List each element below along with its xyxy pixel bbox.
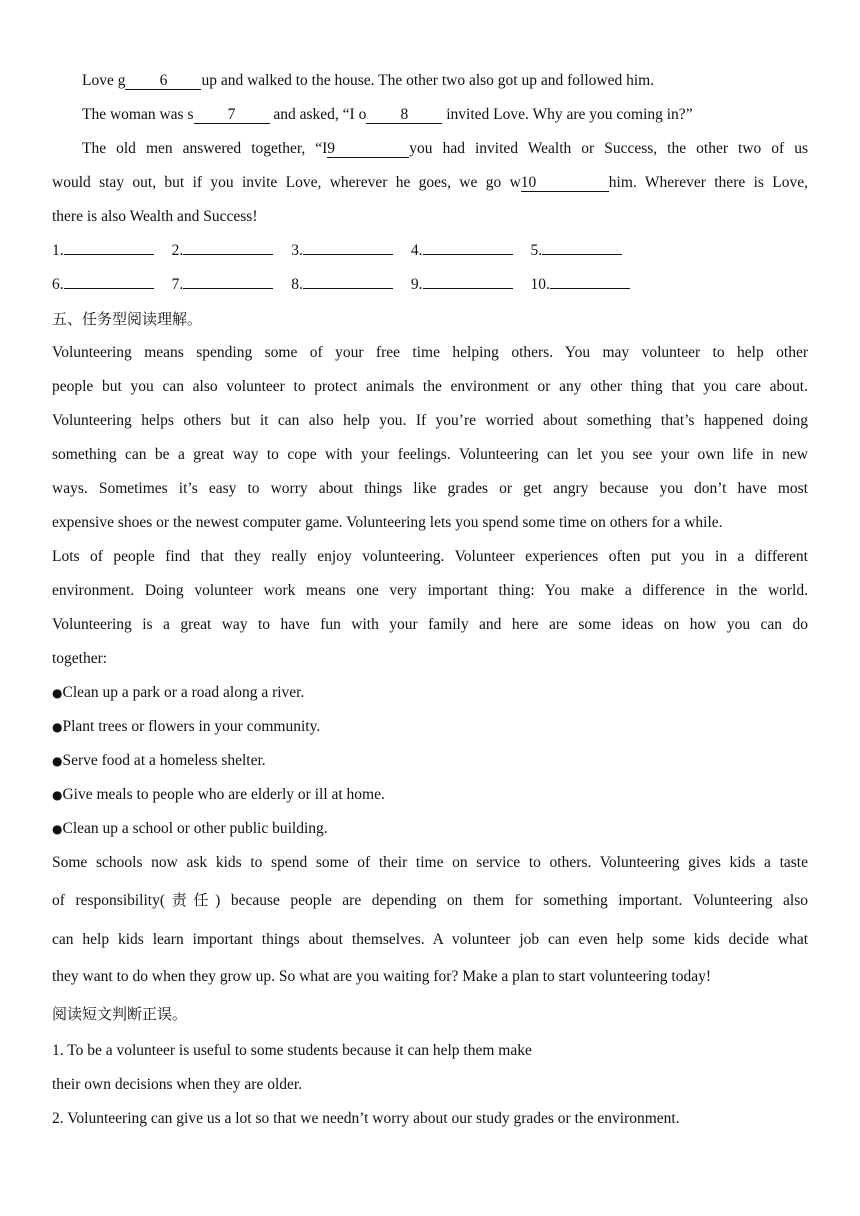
story-text: and asked, “I o bbox=[269, 106, 367, 123]
answer-line[interactable] bbox=[423, 272, 513, 289]
story-text: up and walked to the house. The other two also got up and followed him. bbox=[201, 72, 655, 89]
answer-slot[interactable]: 6. bbox=[52, 268, 154, 302]
bullet-icon: ● bbox=[52, 788, 63, 802]
story-text: The old men answered together, “I bbox=[82, 140, 328, 157]
passage-line: can help kids learn important things about themselves. A volunteer job can even help some kids decide what bbox=[52, 931, 808, 948]
answer-line[interactable] bbox=[550, 272, 630, 289]
bullet-icon: ● bbox=[52, 720, 63, 734]
answer-row-1 bbox=[52, 234, 808, 268]
bullet-icon: ● bbox=[52, 754, 63, 768]
statement-1-cont: their own decisions when they are older. bbox=[52, 1076, 303, 1093]
passage-line: together: bbox=[52, 650, 108, 667]
passage-line: they want to do when they grow up. So what are you waiting for? Make a plan to start volunteering today! bbox=[52, 968, 712, 985]
answer-slot[interactable]: 5. bbox=[531, 234, 623, 268]
worksheet-page bbox=[52, 64, 808, 1136]
answer-row-2 bbox=[52, 268, 808, 302]
passage-line: Volunteering is a great way to have fun with your family and here are some ideas on how you can do bbox=[52, 616, 808, 633]
task-heading: 阅读短文判断正误。 bbox=[52, 1005, 188, 1023]
answer-slot[interactable]: 9. bbox=[411, 268, 513, 302]
bullet-icon: ● bbox=[52, 686, 63, 700]
idea-list-item: ●Clean up a park or a road along a river. bbox=[52, 684, 305, 701]
passage-line: of responsibility(责任) because people are depending on them for something important. Volunteering also bbox=[52, 891, 809, 909]
passage-line: expensive shoes or the newest computer game. Volunteering lets you spend some time on others for a while. bbox=[52, 514, 723, 531]
story-text: The woman was s bbox=[82, 106, 194, 123]
passage-line: ways. Sometimes it’s easy to worry about things like grades or get angry because you don’t have most bbox=[52, 480, 808, 497]
answer-line[interactable] bbox=[64, 272, 154, 289]
answer-slot[interactable]: 2. bbox=[172, 234, 274, 268]
idea-list-item: ●Serve food at a homeless shelter. bbox=[52, 752, 266, 769]
story-line-7-8 bbox=[52, 98, 808, 132]
answer-line[interactable] bbox=[303, 238, 393, 255]
section-heading: 五、任务型阅读理解。 bbox=[52, 310, 203, 328]
passage-line: people but you can also volunteer to protect animals the environment or any other thing that you care about. bbox=[52, 378, 808, 395]
answer-slot[interactable]: 3. bbox=[291, 234, 393, 268]
idea-list-item: ●Give meals to people who are elderly or ill at home. bbox=[52, 786, 385, 803]
answer-line[interactable] bbox=[542, 238, 622, 255]
passage-line: something can be a great way to cope with your feelings. Volunteering can let you see your own life in new bbox=[52, 446, 808, 463]
passage-line: Volunteering means spending some of your free time helping others. You may volunteer to help other bbox=[52, 344, 808, 361]
passage-line: Volunteering helps others but it can also help you. If you’re worried about something that’s happened doing bbox=[52, 412, 808, 429]
idea-list-item: ●Clean up a school or other public building. bbox=[52, 820, 328, 837]
passage-line: environment. Doing volunteer work means one very important thing: You make a difference in the world. bbox=[52, 582, 808, 599]
blank-8[interactable]: 8 bbox=[366, 106, 442, 124]
story-line-9 bbox=[52, 132, 808, 166]
answer-slot[interactable]: 7. bbox=[172, 268, 274, 302]
answer-line[interactable] bbox=[423, 238, 513, 255]
statement-2: 2. Volunteering can give us a lot so that we needn’t worry about our study grades or the environment. bbox=[52, 1110, 680, 1127]
answer-line[interactable] bbox=[183, 238, 273, 255]
answer-line[interactable] bbox=[64, 238, 154, 255]
blank-9[interactable]: 9 bbox=[327, 140, 409, 158]
bullet-icon: ● bbox=[52, 822, 63, 836]
idea-list-item: ●Plant trees or flowers in your community. bbox=[52, 718, 321, 735]
answer-slot[interactable]: 4. bbox=[411, 234, 513, 268]
story-text: would stay out, but if you invite Love, wherever he goes, we go w bbox=[52, 174, 521, 191]
blank-10[interactable]: 10 bbox=[521, 174, 609, 192]
answer-line[interactable] bbox=[183, 272, 273, 289]
statement-1: 1. To be a volunteer is useful to some students because it can help them make bbox=[52, 1042, 532, 1059]
story-text: you had invited Wealth or Success, the other two of us bbox=[409, 140, 808, 157]
story-line-end: there is also Wealth and Success! bbox=[52, 208, 258, 225]
answer-line[interactable] bbox=[303, 272, 393, 289]
blank-7[interactable]: 7 bbox=[194, 106, 270, 124]
answer-slot[interactable]: 1. bbox=[52, 234, 154, 268]
story-text: Love g bbox=[82, 72, 126, 89]
answer-slot[interactable]: 10. bbox=[531, 268, 630, 302]
passage-line: Lots of people find that they really enjoy volunteering. Volunteer experiences often put you in a different bbox=[52, 548, 808, 565]
answer-slot[interactable]: 8. bbox=[291, 268, 393, 302]
story-text: invited Love. Why are you coming in?” bbox=[442, 106, 693, 123]
story-line-6 bbox=[52, 64, 808, 98]
passage-line: Some schools now ask kids to spend some of their time on service to others. Volunteering gives kids a taste bbox=[52, 854, 808, 871]
blank-6[interactable]: 6 bbox=[125, 72, 201, 90]
story-line-10 bbox=[52, 166, 808, 200]
story-text: him. Wherever there is Love, bbox=[608, 174, 808, 191]
